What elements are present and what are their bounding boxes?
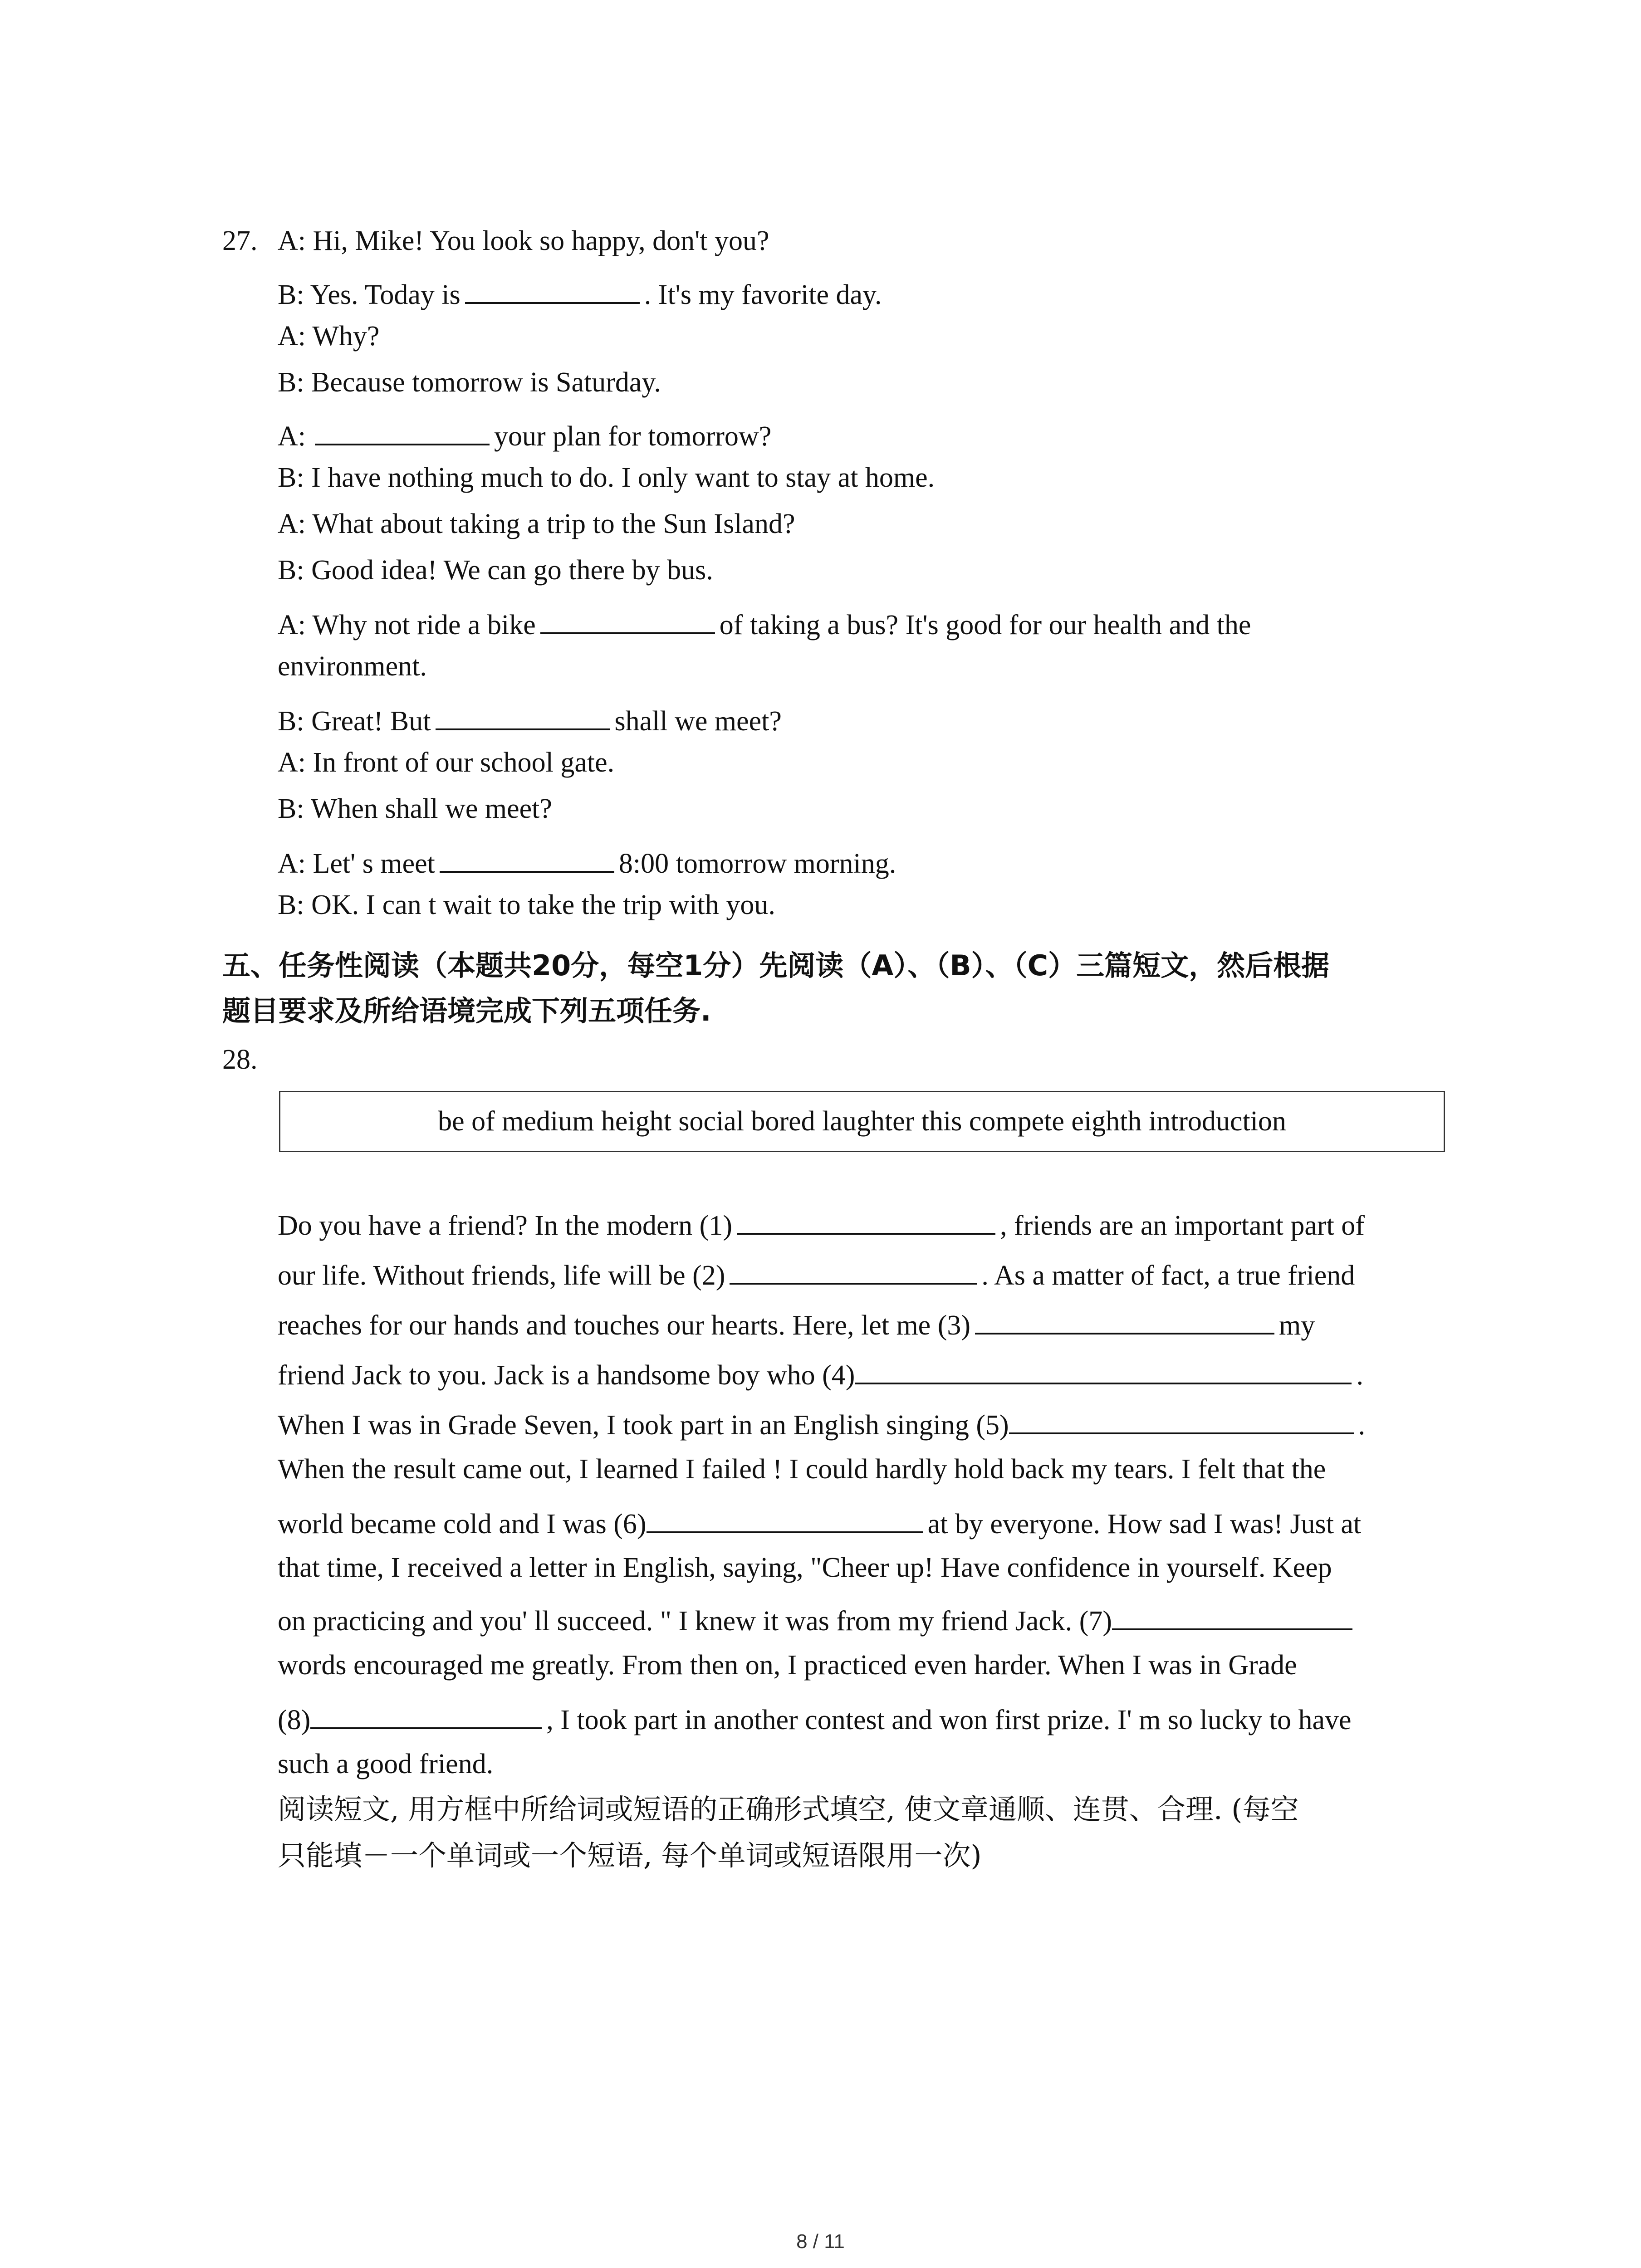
dialogue-line: environment.	[278, 651, 427, 682]
answer-blank-4[interactable]	[855, 1356, 1352, 1384]
section-heading: 五、任务性阅读（本题共20分，每空1分）先阅读（A）、（B）、（C）三篇短文，然后根据	[222, 949, 1330, 982]
passage-line: (8) , I took part in another contest and won first prize. I' m so lucky to have	[278, 1701, 1352, 1734]
question-number-28: 28.	[222, 1044, 258, 1075]
word-bank-text: be of medium height social bored laughter this compete eighth introduction	[438, 1106, 1286, 1137]
page-number: 8 / 11	[796, 2230, 845, 2253]
passage-line: friend Jack to you. Jack is a handsome boy who (4) .	[278, 1356, 1363, 1389]
answer-blank[interactable]	[440, 845, 614, 873]
answer-blank[interactable]	[315, 417, 490, 445]
section-heading: 题目要求及所给语境完成下列五项任务.	[222, 994, 711, 1027]
dialogue-line: B: Because tomorrow is Saturday.	[278, 367, 661, 398]
dialogue-line: B: Great! But shall we meet?	[278, 702, 782, 735]
answer-blank-6[interactable]	[647, 1505, 923, 1533]
word-bank-box	[279, 1091, 1445, 1152]
answer-blank-2[interactable]	[730, 1256, 977, 1285]
answer-blank[interactable]	[436, 702, 610, 730]
instruction-text: 只能填－一个单词或一个短语, 每个单词或短语限用一次)	[278, 1839, 982, 1872]
dialogue-line: B: Yes. Today is . It's my favorite day.	[278, 276, 882, 309]
dialogue-line: A: What about taking a trip to the Sun Island?	[278, 508, 795, 539]
dialogue-line: A: Let' s meet 8:00 tomorrow morning.	[278, 845, 896, 878]
passage-line: Do you have a friend? In the modern (1) , friends are an important part of	[278, 1207, 1365, 1240]
dialogue-line: A: In front of our school gate.	[278, 747, 615, 778]
answer-blank[interactable]	[540, 606, 715, 634]
passage-line: reaches for our hands and touches our hearts. Here, let me (3) my	[278, 1306, 1315, 1339]
dialogue-line: B: OK. I can t wait to take the trip with you.	[278, 890, 775, 920]
dialogue-line: B: I have nothing much to do. I only want to stay at home.	[278, 462, 935, 493]
passage-line: When I was in Grade Seven, I took part in an English singing (5) .	[278, 1406, 1365, 1439]
dialogue-line: A: Why?	[278, 321, 380, 352]
passage-line: on practicing and you' ll succeed. " I knew it was from my friend Jack. (7)	[278, 1602, 1357, 1635]
question-number-27: 27.	[222, 225, 258, 256]
instruction-text: 阅读短文, 用方框中所给词或短语的正确形式填空, 使文章通顺、连贯、合理. (每空	[278, 1793, 1299, 1826]
answer-blank-3[interactable]	[975, 1306, 1274, 1334]
answer-blank-8[interactable]	[310, 1701, 542, 1729]
dialogue-line: B: Good idea! We can go there by bus.	[278, 555, 713, 586]
passage-line: When the result came out, I learned I failed ! I could hardly hold back my tears. I felt that the	[278, 1454, 1326, 1485]
answer-blank-5[interactable]	[1009, 1406, 1354, 1434]
dialogue-line: A: your plan for tomorrow?	[278, 417, 771, 450]
dialogue-line: B: When shall we meet?	[278, 793, 552, 824]
passage-line: such a good friend.	[278, 1749, 494, 1779]
passage-line: world became cold and I was (6) at by everyone. How sad I was! Just at	[278, 1505, 1361, 1538]
answer-blank-7[interactable]	[1112, 1602, 1352, 1630]
dialogue-line: A: Why not ride a bike of taking a bus? It's good for our health and the	[278, 606, 1251, 639]
answer-blank[interactable]	[465, 276, 640, 304]
dialogue-line: A: Hi, Mike! You look so happy, don't you?	[278, 225, 769, 256]
passage-line: words encouraged me greatly. From then on, I practiced even harder. When I was in Grade	[278, 1650, 1297, 1681]
answer-blank-1[interactable]	[737, 1207, 995, 1235]
passage-line: that time, I received a letter in English, saying, "Cheer up! Have confidence in yourself. Keep	[278, 1552, 1332, 1583]
passage-line: our life. Without friends, life will be (2) . As a matter of fact, a true friend	[278, 1256, 1355, 1290]
